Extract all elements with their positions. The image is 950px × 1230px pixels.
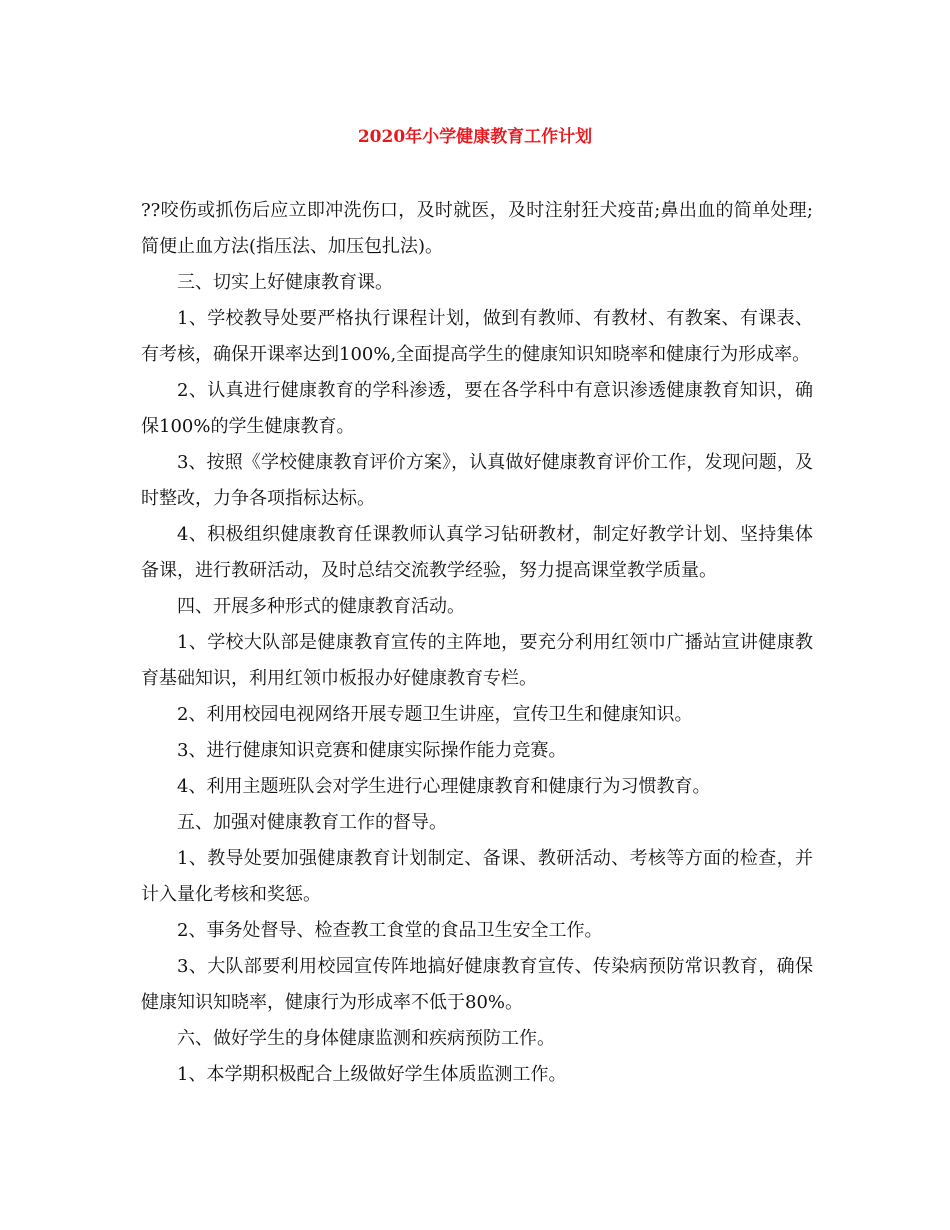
section-heading: 四、开展多种形式的健康教育活动。 [177,596,465,617]
paragraph: 1、学校大队部是健康教育宣传的主阵地，要充分利用红领巾广播站宣讲健康教育基础知识，利用红领巾板报办好健康教育专栏。 [141,632,813,689]
section-heading: 五、加强对健康教育工作的督导。 [177,812,447,833]
paragraph: 4、积极组织健康教育任课教师认真学习钻研教材，制定好教学计划、坚持集体备课，进行教研活动，及时总结交流教学经验，努力提高课堂教学质量。 [141,524,813,581]
paragraph: 1、本学期积极配合上级做好学生体质监测工作。 [177,1064,567,1085]
document-body [141,193,813,1093]
paragraph: 3、按照《学校健康教育评价方案》，认真做好健康教育评价工作，发现问题，及时整改，力争各项指标达标。 [141,452,813,509]
paragraph: 2、事务处督导、检查教工食堂的食品卫生安全工作。 [177,920,603,941]
section-heading: 三、切实上好健康教育课。 [177,272,393,293]
paragraph: 1、学校教导处要严格执行课程计划，做到有教师、有教材、有教案、有课表、有考核，确保开课率达到100%,全面提高学生的健康知识知晓率和健康行为形成率。 [141,308,813,365]
paragraph: 4、利用主题班队会对学生进行心理健康教育和健康行为习惯教育。 [177,776,711,797]
paragraph: 1、教导处要加强健康教育计划制定、备课、教研活动、考核等方面的检查，并计入量化考核和奖惩。 [141,848,813,905]
paragraph: 3、大队部要利用校园宣传阵地搞好健康教育宣传、传染病预防常识教育，确保健康知识知晓率，健康行为形成率不低于80%。 [141,956,813,1013]
paragraph: 3、进行健康知识竞赛和健康实际操作能力竞赛。 [177,740,567,761]
section-heading: 六、做好学生的身体健康监测和疾病预防工作。 [177,1028,555,1049]
paragraph: 2、认真进行健康教育的学科渗透，要在各学科中有意识渗透健康教育知识，确保100%的学生健康教育。 [141,380,813,437]
document-title: 2020年小学健康教育工作计划 [357,127,593,147]
paragraph: ??咬伤或抓伤后应立即冲洗伤口，及时就医，及时注射狂犬疫苗;鼻出血的简单处理;简便止血方法(指压法、加压包扎法)。 [141,200,813,257]
paragraph: 2、利用校园电视网络开展专题卫生讲座，宣传卫生和健康知识。 [177,704,693,725]
